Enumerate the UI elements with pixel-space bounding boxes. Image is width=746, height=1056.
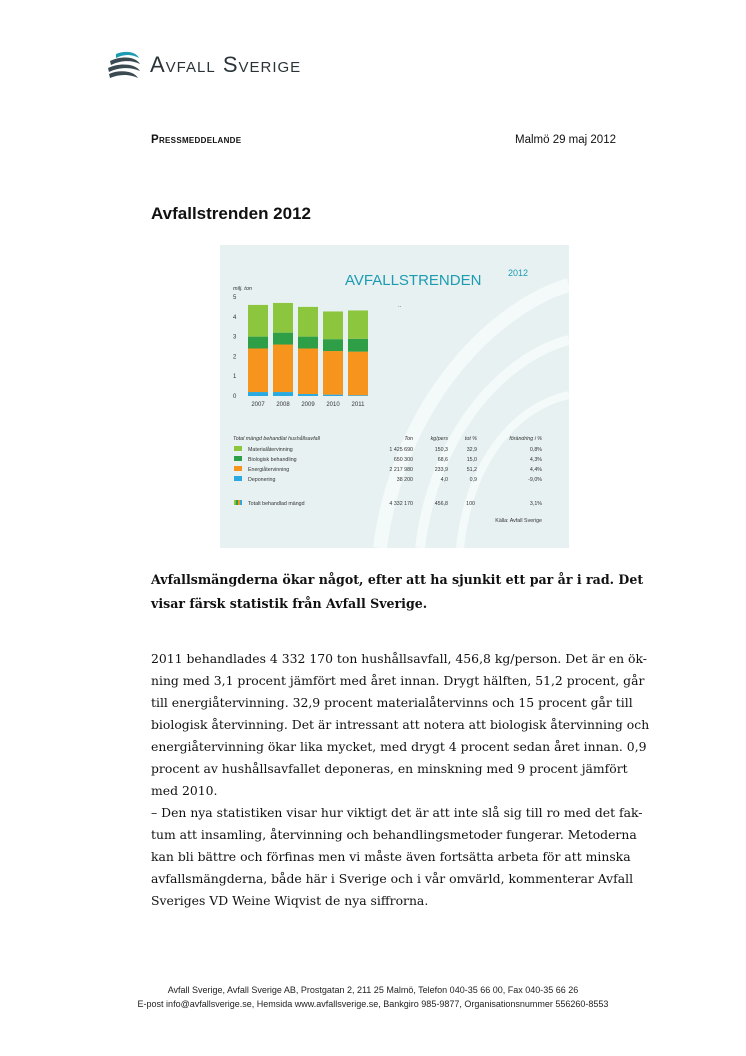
bar-segment (298, 307, 318, 337)
footer-line: Avfall Sverige, Avfall Sverige AB, Prostgatan 2, 211 25 Malmö, Telefon 040-35 66 00, Fax 040-35 66 26 (167, 985, 579, 995)
infographic (220, 245, 569, 548)
decor-arc (380, 285, 569, 548)
bar-segment (323, 311, 343, 339)
bar-segment (323, 339, 343, 351)
bar-segment (298, 348, 318, 394)
table-cell: 38 200 (396, 477, 413, 483)
y-tick-label: 1 (233, 374, 237, 381)
infographic-heading: AVFALLSTRENDEN (345, 272, 482, 289)
table-cell: 0,9 (469, 477, 477, 483)
table-cell: 2 217 980 (389, 467, 413, 473)
y-axis-unit: milj. ton (233, 286, 252, 292)
y-tick-label: 2 (233, 354, 237, 361)
bar-segment (348, 352, 368, 396)
legend-swatch-total (236, 500, 238, 505)
table-total-cell: 100 (466, 501, 475, 507)
stacked-bar-chart (233, 295, 368, 408)
legend-swatch (234, 446, 242, 451)
table-cell: 4,3% (529, 457, 542, 463)
footer-line: E-post info@avfallsverige.se, Hemsida www.avfallsverige.se, Bankgiro 985-9877, Organisationsnummer 556260-8553 (137, 999, 609, 1009)
bar-segment (348, 310, 368, 338)
footer (0, 983, 746, 1011)
y-tick-label: 4 (233, 314, 237, 321)
bar-segment (298, 337, 318, 349)
y-tick-label: 0 (233, 394, 237, 400)
decor-dots: .. (398, 303, 402, 309)
logo-swoosh-icon (106, 50, 142, 80)
legend-swatch (234, 476, 242, 481)
bar-segment (348, 395, 368, 396)
table-cell: 32,9 (466, 447, 477, 453)
table-header: förändring i % (509, 436, 542, 442)
table-cell: -9,0% (528, 477, 542, 483)
table-header: Ton (404, 436, 413, 442)
bar-segment (273, 392, 293, 396)
x-tick-label: 2008 (276, 402, 290, 408)
bar-segment (348, 339, 368, 352)
table-total-cell: 456,8 (434, 501, 448, 507)
x-tick-label: 2011 (351, 402, 365, 408)
body-paragraph: 2011 behandlades 4 332 170 ton hushållsavfall, 456,8 kg/person. Det är en ök-ning med 3,1 procent jämfört med året innan. Drygt hälften, 51,2 procent, går till energiåtervinning. 32,9 procent materialåtervinns och 15 procent går till biologisk återvinning. Det är intressant att notera att biologisk återvinning och energiåtervinning ökar lika mycket, med drygt 4 procent sedan året innan. 0,9 procent av hushållsavfallet deponeras, en minskning med 9 procent jämfört med 2010. (151, 651, 650, 798)
legend-swatch (234, 456, 242, 461)
table-cell: 4,0 (440, 477, 448, 483)
table-cell: 233,9 (434, 467, 448, 473)
body-text (151, 648, 651, 912)
table-header: kg/pers (430, 436, 448, 442)
bar-segment (248, 392, 268, 396)
table-total-cell: 4 332 170 (389, 501, 413, 507)
legend-swatch-total (234, 500, 236, 505)
doc-date: Malmö 29 maj 2012 (515, 134, 616, 146)
legend-swatch (234, 466, 242, 471)
x-tick-label: 2010 (326, 402, 340, 408)
table-cell: 1 425 690 (389, 447, 413, 453)
legend-swatch-total (240, 500, 242, 505)
table-total-label: Totalt behandlad mängd (248, 501, 305, 507)
logo (106, 48, 301, 82)
source-label: Källa: Avfall Sverige (495, 518, 542, 524)
y-tick-label: 5 (233, 295, 237, 301)
table-cell: 68,6 (437, 457, 448, 463)
lead-paragraph: Avfallsmängderna ökar något, efter att ha sjunkit ett par år i rad. Det visar färsk statistik från Avfall Sverige. (151, 572, 644, 611)
bar-segment (323, 351, 343, 395)
infographic-canvas (220, 245, 569, 548)
bar-segment (273, 333, 293, 345)
page-title: Avfallstrenden 2012 (151, 204, 311, 223)
table-cell: 150,3 (434, 447, 448, 453)
bar-segment (323, 395, 343, 396)
table-cell-label: Biologisk behandling (248, 457, 297, 463)
table-cell-label: Materialåtervinning (248, 447, 293, 453)
table-header: Total mängd behandlat hushållsavfall (233, 436, 320, 442)
table-header: tot % (464, 436, 477, 442)
body-paragraph: – Den nya statistiken visar hur viktigt det är att inte slå sig till ro med det fak-tum att insamling, återvinning och behandlingsmetoder fungerar. Metoderna kan bli bättre och förfinas men vi måste även fortsätta arbeta för att minska avfallsmängderna, både här i Sverige och i vår omvärld, kommenterar Avfall Sveriges VD Weine Wiqvist de nya siffrorna. (151, 805, 643, 908)
x-tick-label: 2009 (301, 402, 315, 408)
table-cell: 650 300 (393, 457, 413, 463)
infographic-heading-year: 2012 (508, 268, 529, 278)
table-cell-label: Deponering (248, 477, 276, 483)
bar-segment (248, 348, 268, 392)
table-cell: 51,2 (466, 467, 477, 473)
bar-segment (273, 345, 293, 393)
y-tick-label: 3 (233, 334, 237, 341)
legend-swatch-total (238, 500, 240, 505)
table-cell: 0,8% (529, 447, 542, 453)
table-cell: 15,0 (466, 457, 477, 463)
logo-text: Avfall Sverige (150, 52, 302, 77)
table-cell: 4,4% (529, 467, 542, 473)
bar-segment (248, 305, 268, 337)
x-tick-label: 2007 (251, 402, 265, 408)
bar-segment (248, 337, 268, 349)
table-total-cell: 3,1% (529, 501, 542, 507)
doc-type: Pressmeddelande (151, 134, 242, 146)
table-cell-label: Energiåtervinning (248, 467, 290, 473)
bar-segment (298, 394, 318, 396)
bar-segment (273, 303, 293, 333)
